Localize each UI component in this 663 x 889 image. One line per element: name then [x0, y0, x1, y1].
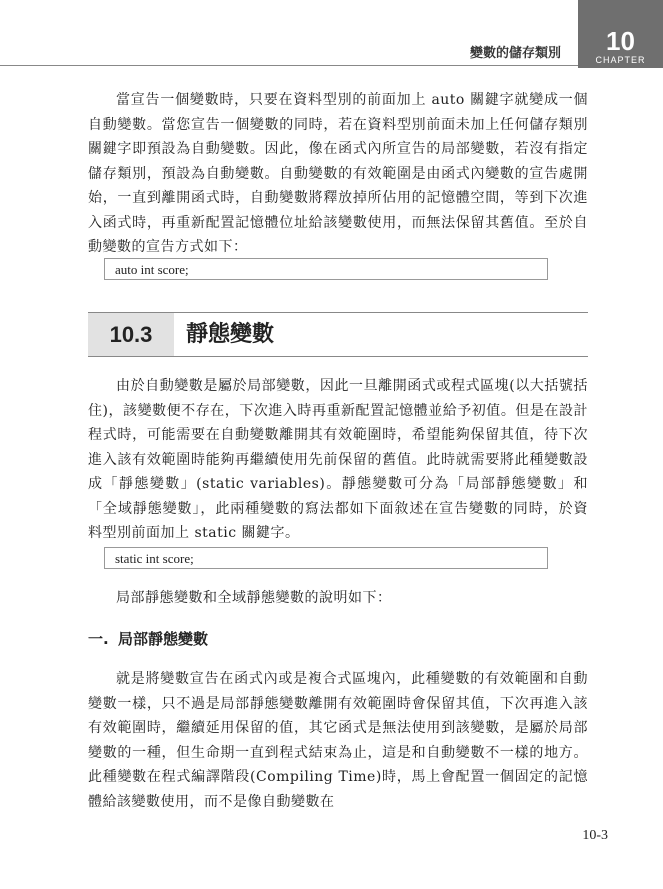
- static-variables-paragraph: 由於自動變數是屬於局部變數，因此一旦離開函式或程式區塊(以大括號括住)，該變數便不存在，下次進入時再重新配置記憶體並給予初值。但是在設計程式時，可能需要在自動變數離開其有效範圍時，希望能夠保留其值，待下次進入該有效範圍時能夠再繼續使用先前保留的舊值。此時就需要將此種變數設成「靜態變數」(static variables)。靜態變數可分為「局部靜態變數」和「全域靜態變數」，此兩種變數的寫法都如下面敘述在宣告變數的同時，於資料型別前面加上 static 關鍵字。: [88, 378, 588, 541]
- page-number: 10-3: [582, 828, 608, 843]
- section-number: 10.3: [88, 313, 174, 356]
- subsection-number: 一.: [88, 630, 109, 648]
- explanation-line: 局部靜態變數和全域靜態變數的說明如下：: [116, 590, 392, 606]
- header-divider: [0, 65, 578, 66]
- chapter-number: 10: [606, 26, 635, 56]
- section-title: 靜態變數: [186, 322, 275, 347]
- subsection-title: 局部靜態變數: [118, 630, 209, 648]
- running-header-title: 變數的儲存類別: [470, 46, 562, 61]
- chapter-label: CHAPTER: [595, 55, 646, 65]
- subsection-heading: [88, 628, 208, 650]
- code-block-auto: auto int score;: [104, 258, 548, 280]
- chapter-tab: [578, 0, 663, 68]
- local-static-paragraph: 就是將變數宣告在函式內或是複合式區塊內，此種變數的有效範圍和自動變數一樣，只不過是局部靜態變數離開有效範圍時會保留其值，下次再進入該有效範圍時，繼續延用保留的值，其它函式是無法使用到該變數，是屬於局部變數的一種，但生命期一直到程式結束為止，這是和自動變數不一樣的地方。此種變數在程式編譯階段(Compiling Time)時，馬上會配置一個固定的記憶體給該變數使用，而不是像自動變數在: [88, 671, 588, 810]
- code-block-static: static int score;: [104, 547, 548, 569]
- section-rule-bottom: [88, 356, 588, 357]
- intro-paragraph: 當宣告一個變數時，只要在資料型別的前面加上 auto 關鍵字就變成一個自動變數。當您宣告一個變數的同時，若在資料型別前面未加上任何儲存類別關鍵字即預設為自動變數。因此，像在函式內所宣告的局部變數，若沒有指定儲存類別，預設為自動變數。自動變數的有效範圍是由函式內變數的宣告處開始，一直到離開函式時，自動變數將釋放掉所佔用的記憶體空間，等到下次進入函式時，再重新配置記憶體位址給該變數使用，而無法保留其舊值。至於自動變數的宣告方式如下：: [88, 92, 588, 255]
